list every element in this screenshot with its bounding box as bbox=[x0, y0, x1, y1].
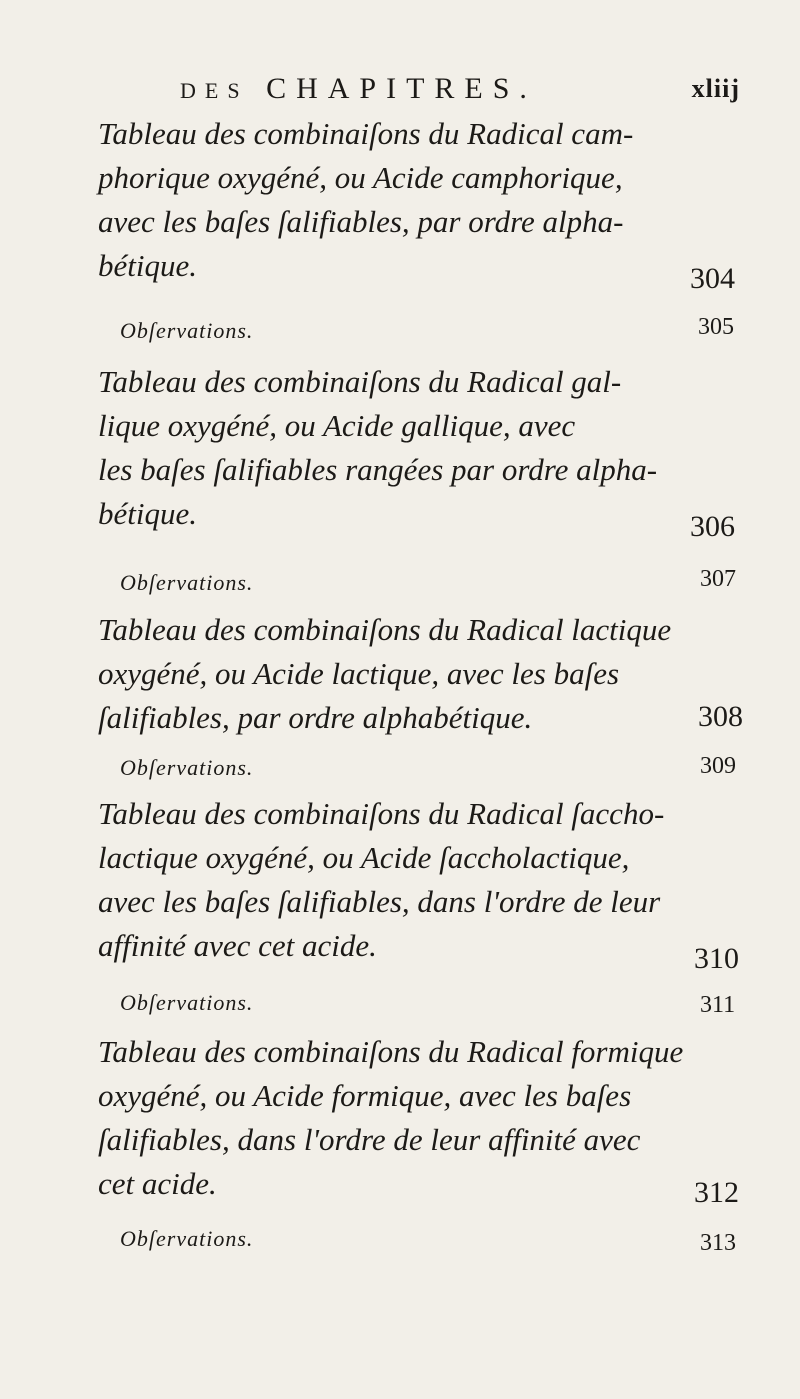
entry-line: Tableau des combinaiſons du Radical lactique bbox=[98, 612, 672, 647]
entry-line: ſalifiables, par ordre alphabétique. bbox=[98, 700, 533, 735]
entry-line: avec les baſes ſalifiables, dans l'ordre de leur bbox=[98, 884, 661, 919]
header-left: DES bbox=[180, 78, 249, 103]
observations-page: 307 bbox=[700, 566, 736, 592]
entry-line: phorique oxygéné, ou Acide camphorique, bbox=[98, 160, 623, 195]
entry-line: oxygéné, ou Acide formique, avec les baſes bbox=[98, 1078, 632, 1113]
observations-page: 305 bbox=[698, 314, 734, 340]
entry-line: ſalifiables, dans l'ordre de leur affinité avec bbox=[98, 1122, 641, 1157]
entry-line: cet acide. bbox=[98, 1166, 217, 1201]
observations-label: Obſervations. bbox=[120, 318, 254, 343]
toc-entry bbox=[98, 1030, 798, 1206]
entry-line: Tableau des combinaiſons du Radical cam- bbox=[98, 116, 634, 151]
toc-entry bbox=[98, 608, 798, 740]
entry-page: 308 bbox=[698, 700, 743, 733]
entry-line: Tableau des combinaiſons du Radical gal- bbox=[98, 364, 622, 399]
observations-label: Obſervations. bbox=[120, 990, 254, 1015]
observations-label: Obſervations. bbox=[120, 570, 254, 595]
running-head bbox=[180, 72, 740, 106]
entry-page: 304 bbox=[690, 262, 735, 295]
observations-page: 311 bbox=[700, 992, 736, 1018]
entry-line: lactique oxygéné, ou Acide ſaccholactique, bbox=[98, 840, 630, 875]
page-number: xliij bbox=[691, 74, 740, 103]
entry-line: oxygéné, ou Acide lactique, avec les baſes bbox=[98, 656, 620, 691]
header-title: CHAPITRES. bbox=[266, 72, 537, 105]
entry-line: bétique. bbox=[98, 248, 197, 283]
observations-page: 313 bbox=[700, 1230, 736, 1256]
toc-entry bbox=[98, 792, 798, 968]
entry-line: Tableau des combinaiſons du Radical formique bbox=[98, 1034, 684, 1069]
entry-line: Tableau des combinaiſons du Radical ſaccho- bbox=[98, 796, 665, 831]
entry-line: avec les baſes ſalifiables, par ordre alpha- bbox=[98, 204, 624, 239]
observations-page: 309 bbox=[700, 753, 736, 779]
entry-line: bétique. bbox=[98, 496, 197, 531]
entry-page: 306 bbox=[690, 510, 735, 543]
entry-page: 310 bbox=[694, 942, 739, 975]
observations-label: Obſervations. bbox=[120, 1226, 254, 1251]
entry-line: affinité avec cet acide. bbox=[98, 928, 377, 963]
entry-page: 312 bbox=[694, 1176, 739, 1209]
entry-line: lique oxygéné, ou Acide gallique, avec bbox=[98, 408, 576, 443]
entry-line: les baſes ſalifiables rangées par ordre alpha- bbox=[98, 452, 658, 487]
observations-label: Obſervations. bbox=[120, 755, 254, 780]
